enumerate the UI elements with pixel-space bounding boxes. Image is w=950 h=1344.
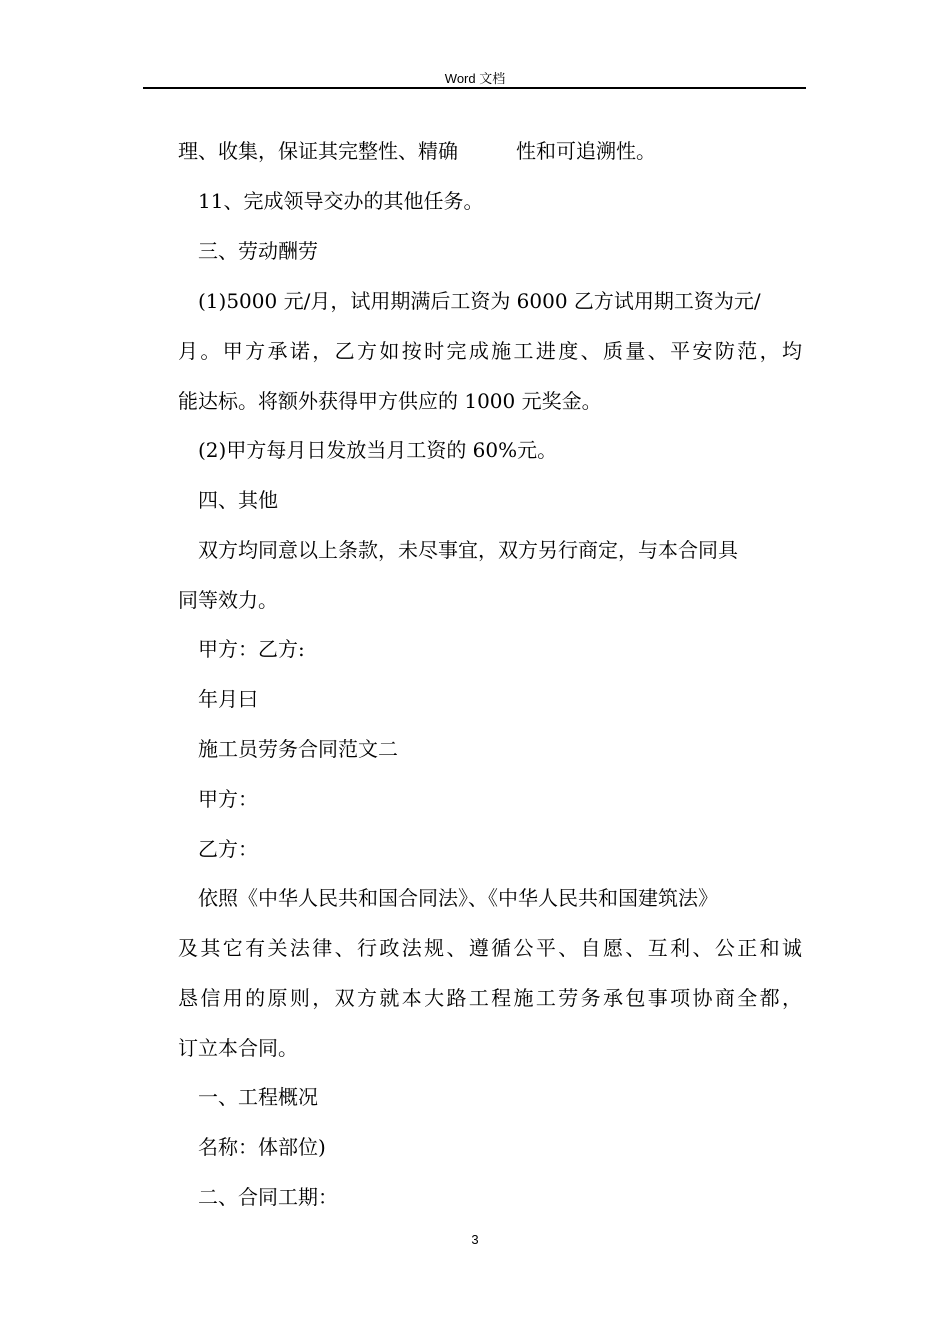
party-b-line: 乙方：: [198, 837, 258, 861]
paragraph-line: 恳信用的原则，双方就本大路工程施工劳务承包事项协商全都，: [178, 986, 802, 1010]
paragraph-line: 依照《中华人民共和国合同法》、《中华人民共和国建筑法》: [198, 886, 718, 910]
paragraph-line: (2)甲方每月日发放当月工资的 60%元。: [198, 438, 558, 462]
paragraph-line: 名称：体部位): [198, 1135, 326, 1159]
section-heading: 二、合同工期：: [198, 1185, 338, 1209]
paragraph-line: 月。甲方承诺，乙方如按时完成施工进度、质量、平安防范，均: [178, 339, 802, 363]
paragraph-line: 同等效力。: [178, 588, 278, 612]
section-heading: 四、其他: [198, 488, 278, 512]
section-heading: 三、劳动酬劳: [198, 239, 318, 263]
signature-line: 甲方：乙方:: [198, 637, 305, 661]
paragraph-line: 订立本合同。: [178, 1036, 298, 1060]
page-header: Word 文档: [444, 71, 506, 86]
document-subtitle: 施工员劳务合同范文二: [198, 737, 398, 761]
paragraph-line: 及其它有关法律、行政法规、遵循公平、自愿、互利、公正和诚: [178, 936, 802, 960]
section-heading: 一、工程概况: [198, 1085, 318, 1109]
paragraph-line: 双方均同意以上条款，未尽事宜，双方另行商定，与本合同具: [198, 538, 738, 562]
date-line: 年月曰: [198, 687, 258, 711]
paragraph-line: 理、收集，保证其完整性、精确 性和可追溯性。: [178, 139, 656, 163]
paragraph-line: (1)5000 元/月，试用期满后工资为 6000 乙方试用期工资为元/: [198, 289, 761, 313]
paragraph-line: 11、完成领导交办的其他任务。: [198, 189, 484, 213]
page-number: 3: [471, 1232, 479, 1247]
party-a-line: 甲方：: [198, 787, 258, 811]
header-rule: [143, 87, 806, 89]
paragraph-line: 能达标。将额外获得甲方供应的 1000 元奖金。: [178, 389, 602, 413]
